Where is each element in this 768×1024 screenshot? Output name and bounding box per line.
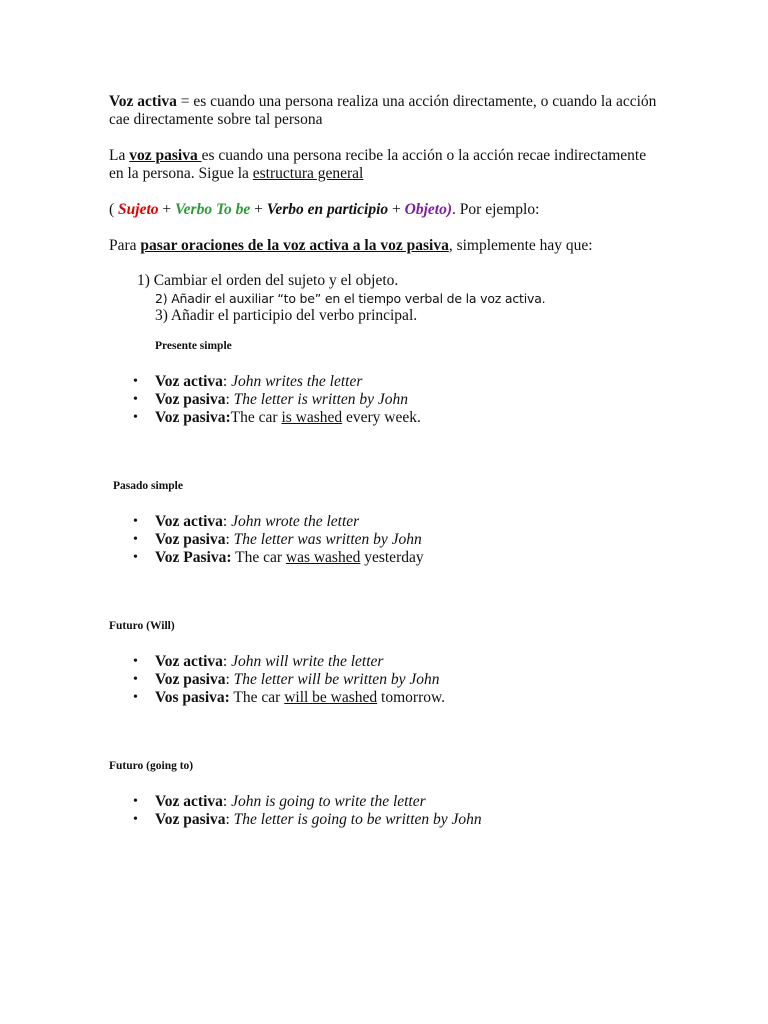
bullet-icon: • [133,392,138,407]
bullet-icon: • [133,374,138,389]
item-separator: : [222,513,232,530]
section-heading-pasado-simple: Pasado simple [113,480,183,492]
formula-sujeto: Sujeto [118,201,159,218]
formula-plus-3: + [388,201,405,218]
conversion-prefix: Para [109,237,141,254]
item-example-verb: is washed [281,409,343,426]
item-example: The letter is written by John [233,391,409,408]
item-label: Voz activa [155,373,223,390]
item-label: Voz Pasiva: [155,549,232,566]
item-example: John writes the letter [231,373,363,390]
conversion-step-1: 1) Cambiar el orden del sujeto y el objeto. [137,272,399,289]
item-separator: : [225,391,234,408]
item-example: The letter is going to be written by John [233,811,482,828]
activa-definition-line-1 [109,93,656,111]
list-item [155,793,426,811]
item-separator: : [222,653,232,670]
item-label: Voz activa [155,513,223,530]
list-item [155,531,422,549]
item-label: Vos pasiva: [155,689,230,706]
item-example: John is going to write the letter [231,793,426,810]
item-label: Voz pasiva: [155,409,231,426]
formula-verbo-to-be: Verbo To be [175,201,251,218]
bullet-icon: • [133,532,138,547]
item-example: John will write the letter [231,653,384,670]
item-example: The letter will be written by John [233,671,440,688]
formula-objeto: Objeto) [404,201,453,218]
conversion-suffix: , simplemente hay que: [448,237,593,254]
item-example-end: every week. [342,409,421,426]
bullet-icon: • [133,794,138,809]
item-separator: : [225,811,234,828]
section-heading-futuro-going-to: Futuro (going to) [109,760,194,772]
item-separator: : [225,671,234,688]
pasiva-prefix: La [109,147,130,164]
formula-tail: . Por ejemplo: [452,201,540,218]
formula-line [109,201,539,219]
item-example-verb: was washed [285,549,361,566]
formula-open: ( [109,201,119,218]
bullet-icon: • [133,812,138,827]
item-label: Voz activa [155,793,223,810]
item-label: Voz pasiva [155,391,226,408]
activa-definition-text: = es cuando una persona realiza una acción directamente, o cuando la acción [176,93,657,110]
section-heading-futuro-will: Futuro (Will) [109,620,175,632]
list-item [155,811,482,829]
pasiva-definition-text-2: en la persona. Sigue la [109,165,253,182]
list-item [155,689,445,707]
bullet-icon: • [133,410,138,425]
list-item [155,513,359,531]
item-label: Voz activa [155,653,223,670]
pasiva-definition-line-2 [109,165,363,183]
section-heading-presente-simple: Presente simple [155,340,232,352]
conversion-step-3: 3) Añadir el participio del verbo principal. [155,307,418,324]
item-example-start: The car [229,689,285,706]
list-item [155,391,408,409]
estructura-general-text: estructura general [252,165,364,182]
list-item [155,373,362,391]
list-item [155,653,383,671]
item-label: Voz pasiva [155,531,226,548]
item-example-start: The car [231,549,286,566]
pasiva-definition-text: es cuando una persona recibe la acción o la acción recae indirectamente [201,147,647,164]
item-label: Voz pasiva [155,811,226,828]
conversion-line [109,237,593,255]
formula-verbo-participio: Verbo en participio [266,201,389,218]
item-separator: : [225,531,234,548]
pasiva-term: voz pasiva [129,147,202,164]
activa-term: Voz activa [109,93,177,110]
list-item [155,409,421,427]
formula-plus-2: + [250,201,267,218]
bullet-icon: • [133,550,138,565]
bullet-icon: • [133,672,138,687]
formula-plus-1: + [158,201,176,218]
bullet-icon: • [133,654,138,669]
list-item [155,549,424,567]
item-separator: : [222,373,232,390]
conversion-step-2: 2) Añadir el auxiliar “to be” en el tiempo verbal de la voz activa. [155,291,546,306]
item-example-end: tomorrow. [377,689,446,706]
item-separator: : [222,793,232,810]
conversion-emphasis: pasar oraciones de la voz activa a la voz pasiva [140,237,449,254]
item-example-verb: will be washed [284,689,378,706]
item-example: John wrote the letter [231,513,360,530]
pasiva-definition-line-1 [109,147,646,165]
list-item [155,671,439,689]
bullet-icon: • [133,690,138,705]
item-label: Voz pasiva [155,671,226,688]
item-example: The letter was written by John [233,531,422,548]
item-example-end: yesterday [360,549,424,566]
item-example-start: The car [230,409,282,426]
bullet-icon: • [133,514,138,529]
activa-definition-line-2: cae directamente sobre tal persona [109,111,323,128]
